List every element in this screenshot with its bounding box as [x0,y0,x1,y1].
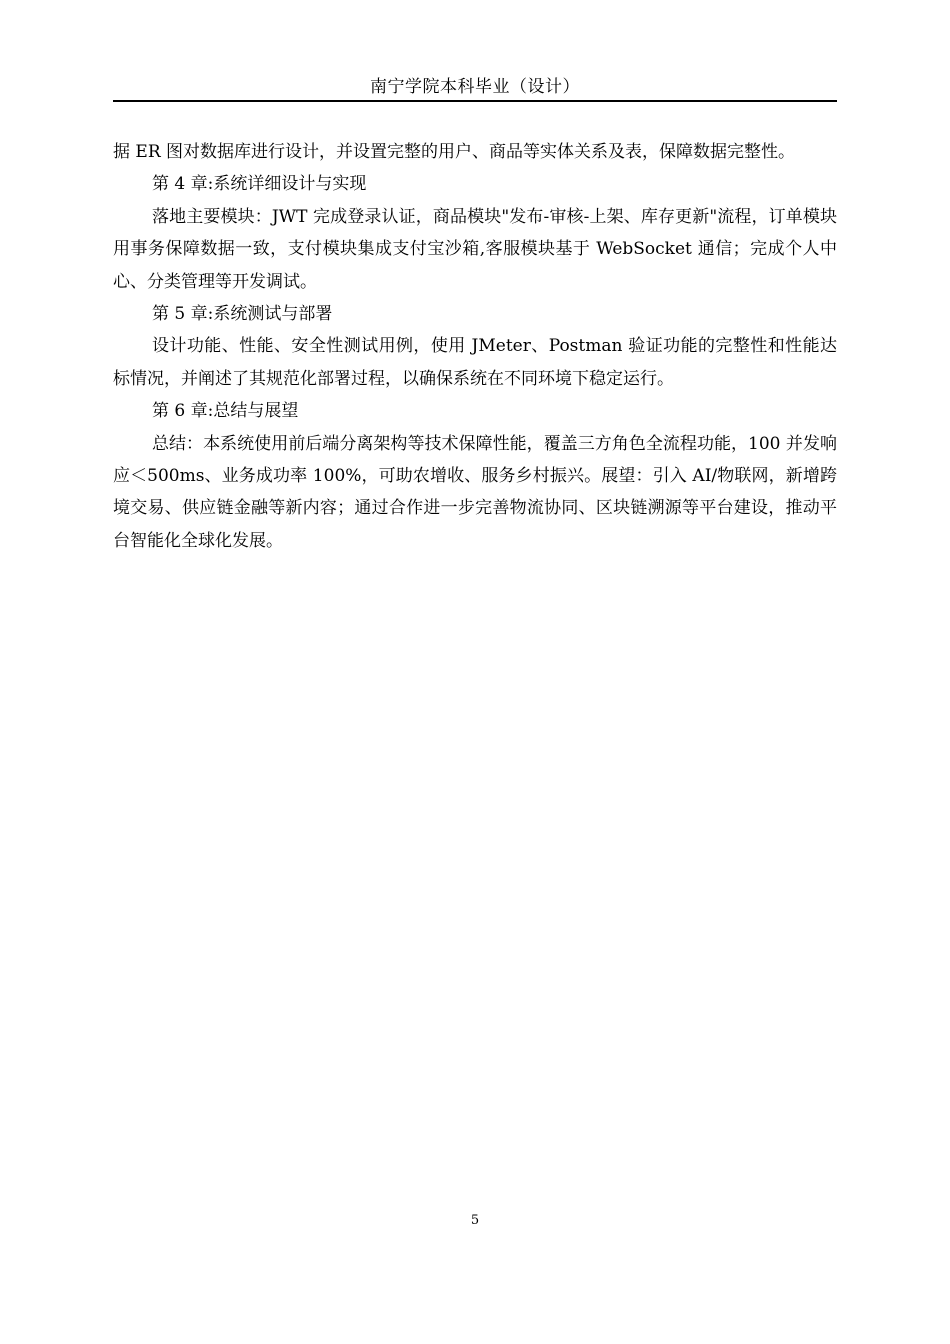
page-number: 5 [470,1213,480,1228]
header-divider [113,100,837,102]
page-header: 南宁学院本科毕业（设计） [370,77,580,97]
chapter-6-heading: 第 6 章:总结与展望 [152,401,299,422]
chapter-6-summary: 总结：本系统使用前后端分离架构等技术保障性能，覆盖三方角色全流程功能，100 并发响应＜500ms、业务成功率 100%，可助农增收、服务乡村振兴。展望：引入 AI/物联网，新增跨境交易、供应链金融等新内容；通过合作进一步完善物流协同、区块链溯源等平台建设，推动平台智能化全球化发展。 [113,433,837,551]
paragraph-er-design: 据 ER 图对数据库进行设计，并设置完整的用户、商品等实体关系及表，保障数据完整性。 [113,142,796,162]
chapter-4-summary: 落地主要模块：JWT 完成登录认证，商品模块"发布-审核-上架、库存更新"流程，订单模块用事务保障数据一致，支付模块集成支付宝沙箱,客服模块基于 WebSocket 通信；完成个人中心、分类管理等开发调试。 [113,206,837,292]
body-text [113,136,837,557]
chapter-5-summary: 设计功能、性能、安全性测试用例，使用 JMeter、Postman 验证功能的完整性和性能达标情况，并阐述了其规范化部署过程，以确保系统在不同环境下稳定运行。 [113,336,837,389]
chapter-4-heading: 第 4 章:系统详细设计与实现 [152,174,367,195]
chapter-5-heading: 第 5 章:系统测试与部署 [152,304,333,325]
